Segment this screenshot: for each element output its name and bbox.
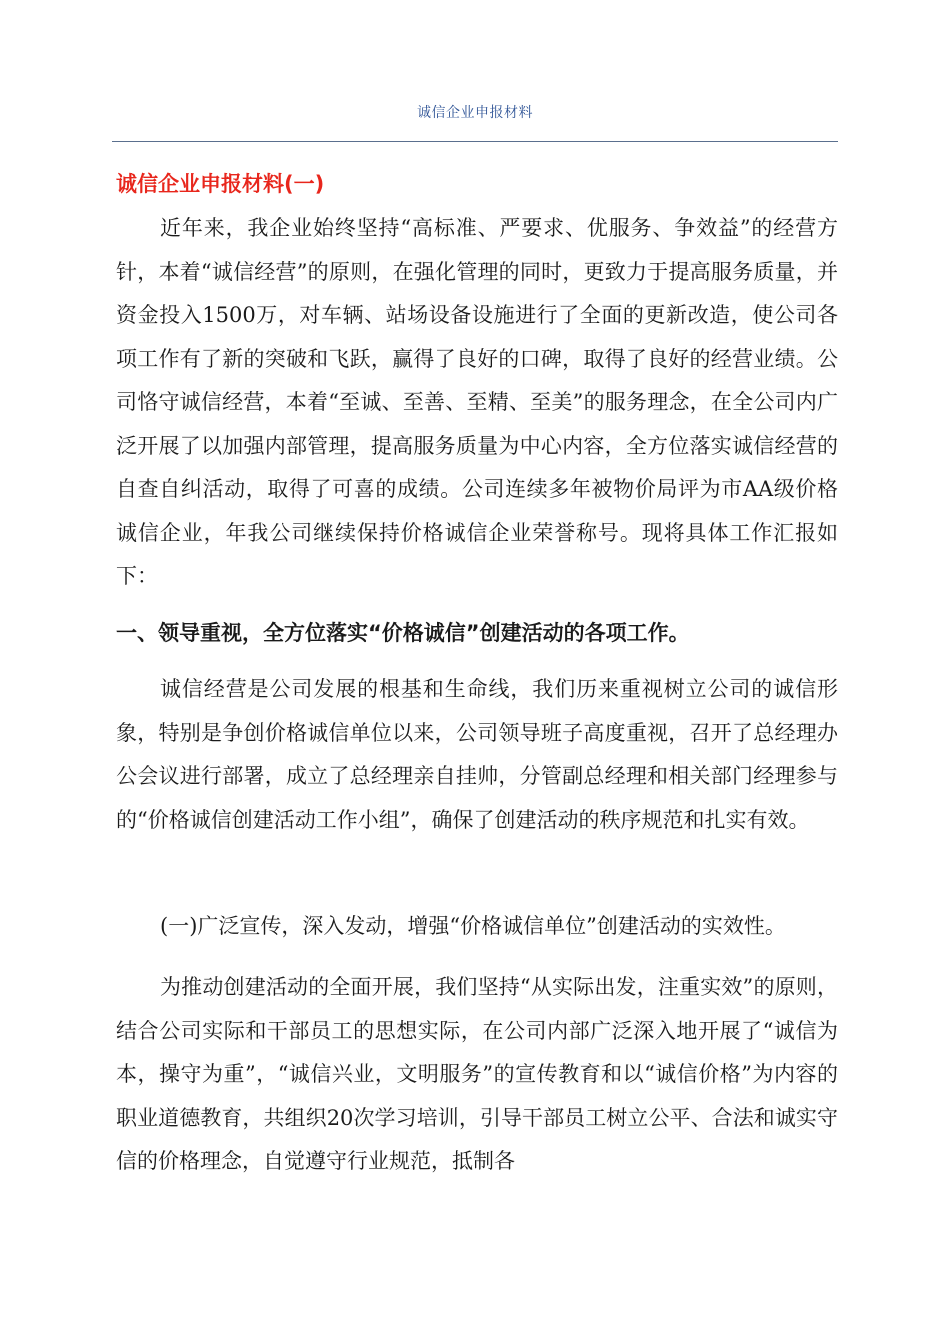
document-title: 诚信企业申报材料(一) <box>116 172 325 196</box>
paragraph-intro: 近年来，我企业始终坚持“高标准、严要求、优服务、争效益”的经营方针，本着“诚信经营”的原则，在强化管理的同时，更致力于提高服务质量，并资金投入1500万，对车辆、站场设备设施进行了全面的更新改造，使公司各项工作有了新的突破和飞跃，赢得了良好的口碑，取得了良好的经营业绩。公司恪守诚信经营，本着“至诚、至善、至精、至美”的服务理念，在全公司内广泛开展了以加强内部管理，提高服务质量为中心内容，全方位落实诚信经营的自查自纠活动，取得了可喜的成绩。公司连续多年被物价局评为市AA级价格诚信企业，年我公司继续保持价格诚信企业荣誉称号。现将具体工作汇报如下： <box>116 216 838 588</box>
paragraph-leadership: 诚信经营是公司发展的根基和生命线，我们历来重视树立公司的诚信形象，特别是争创价格诚信单位以来，公司领导班子高度重视，召开了总经理办公会议进行部署，成立了总经理亲自挂帅，分管副总经理和相关部门经理参与的“价格诚信创建活动工作小组”，确保了创建活动的秩序规范和扎实有效。 <box>116 677 838 832</box>
header-divider <box>112 141 838 142</box>
subsection-heading-1: (一)广泛宣传，深入发动，增强“价格诚信单位”创建活动的实效性。 <box>160 914 786 938</box>
page-header: 诚信企业申报材料 <box>417 105 533 121</box>
paragraph-promotion: 为推动创建活动的全面开展，我们坚持“从实际出发，注重实效”的原则，结合公司实际和干部员工的思想实际，在公司内部广泛深入地开展了“诚信为本，操守为重”，“诚信兴业，文明服务”的宣传教育和以“诚信价格”为内容的职业道德教育，共组织20次学习培训，引导干部员工树立公平、合法和诚实守信的价格理念，自觉遵守行业规范，抵制各 <box>116 975 838 1173</box>
section-heading-1: 一、领导重视，全方位落实“价格诚信”创建活动的各项工作。 <box>116 621 690 645</box>
